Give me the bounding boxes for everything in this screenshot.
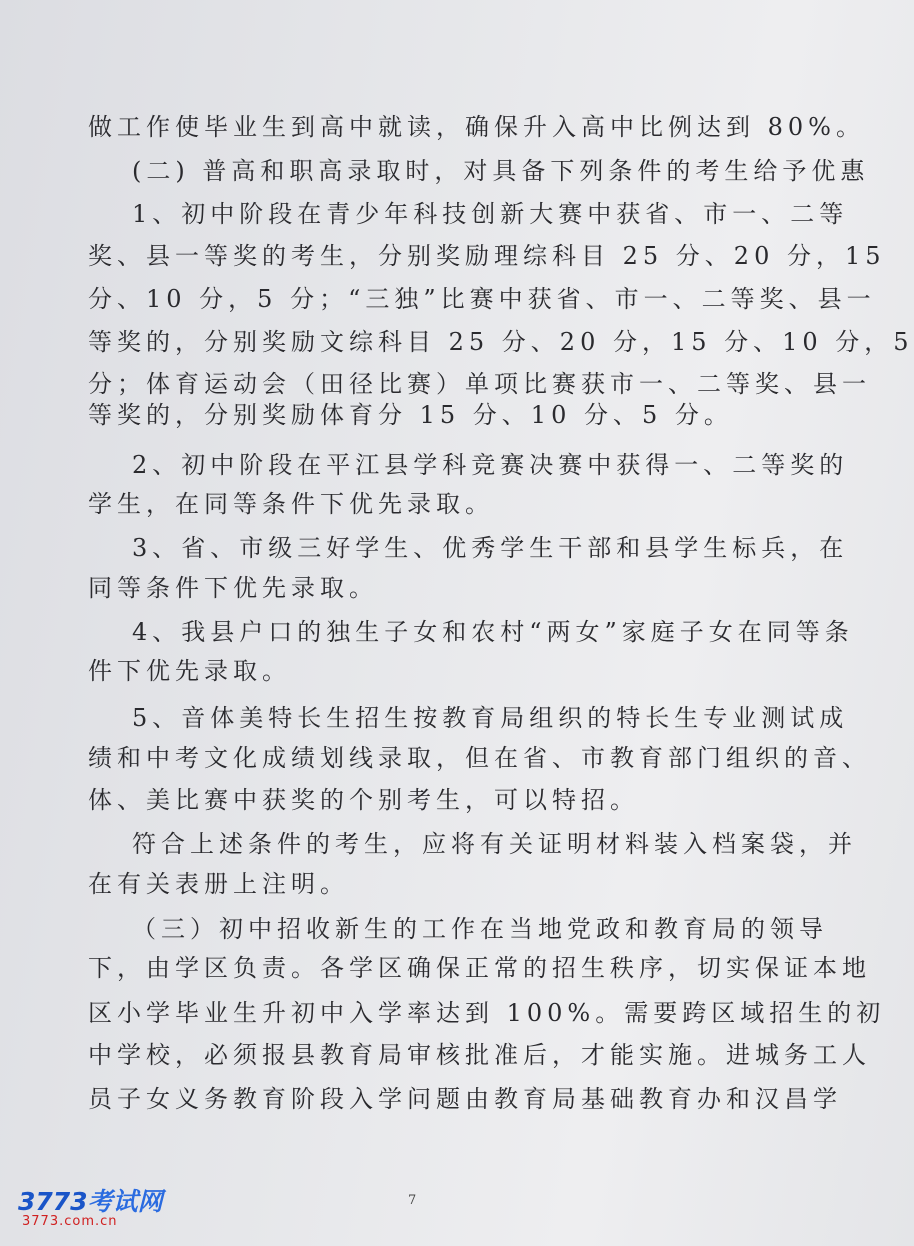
text-line: (二) 普高和职高录取时，对具备下列条件的考生给予优惠 (132, 157, 870, 185)
text-line: 2、初中阶段在平江县学科竞赛决赛中获得一、二等奖的 (132, 451, 849, 479)
text-line: 3、省、市级三好学生、优秀学生干部和县学生标兵，在 (132, 534, 849, 562)
page-number: 7 (408, 1193, 417, 1208)
text-line: 件下优先录取。 (88, 657, 291, 685)
text-line: 区小学毕业生升初中入学率达到 100%。需要跨区域招生的初 (88, 999, 886, 1027)
text-line: 下，由学区负责。各学区确保正常的招生秩序，切实保证本地 (88, 954, 871, 982)
text-line: 4、我县户口的独生子女和农村“两女”家庭子女在同等条 (132, 618, 854, 646)
text-line: 学生，在同等条件下优先录取。 (88, 490, 494, 518)
text-line: 员子女义务教育阶段入学问题由教育局基础教育办和汉昌学 (88, 1085, 842, 1113)
text-line: 绩和中考文化成绩划线录取，但在省、市教育部门组织的音、 (88, 744, 871, 772)
watermark-logo (18, 1182, 163, 1218)
text-line: 等奖的，分别奖励文综科目 25 分、20 分，15 分、10 分，5 (88, 328, 914, 356)
text-line: 体、美比赛中获奖的个别考生，可以特招。 (88, 786, 639, 814)
text-line: 分；体育运动会（田径比赛）单项比赛获市一、二等奖、县一 (88, 370, 871, 398)
watermark-logo-number: 3773 (18, 1187, 88, 1216)
text-line: 中学校，必须报县教育局审核批准后，才能实施。进城务工人 (88, 1041, 871, 1069)
text-line: 做工作使毕业生到高中就读，确保升入高中比例达到 80%。 (88, 113, 865, 141)
text-line: 在有关表册上注明。 (88, 870, 349, 898)
watermark-url: 3773.com.cn (22, 1214, 118, 1229)
text-line: 5、音体美特长生招生按教育局组织的特长生专业测试成 (132, 704, 849, 732)
text-line: 符合上述条件的考生，应将有关证明材料装入档案袋，并 (132, 830, 857, 858)
text-line: 分、10 分，5 分；“三独”比赛中获省、市一、二等奖、县一 (88, 285, 876, 313)
text-line: 奖、县一等奖的考生，分别奖励理综科目 25 分、20 分，15 (88, 242, 886, 270)
watermark-logo-text: 考试网 (87, 1187, 163, 1216)
text-line: （三）初中招收新生的工作在当地党政和教育局的领导 (132, 915, 828, 943)
text-line: 等奖的，分别奖励体育分 15 分、10 分、5 分。 (88, 401, 733, 429)
text-line: 1、初中阶段在青少年科技创新大赛中获省、市一、二等 (132, 200, 849, 228)
site-watermark (8, 1182, 178, 1238)
text-line: 同等条件下优先录取。 (88, 574, 378, 602)
